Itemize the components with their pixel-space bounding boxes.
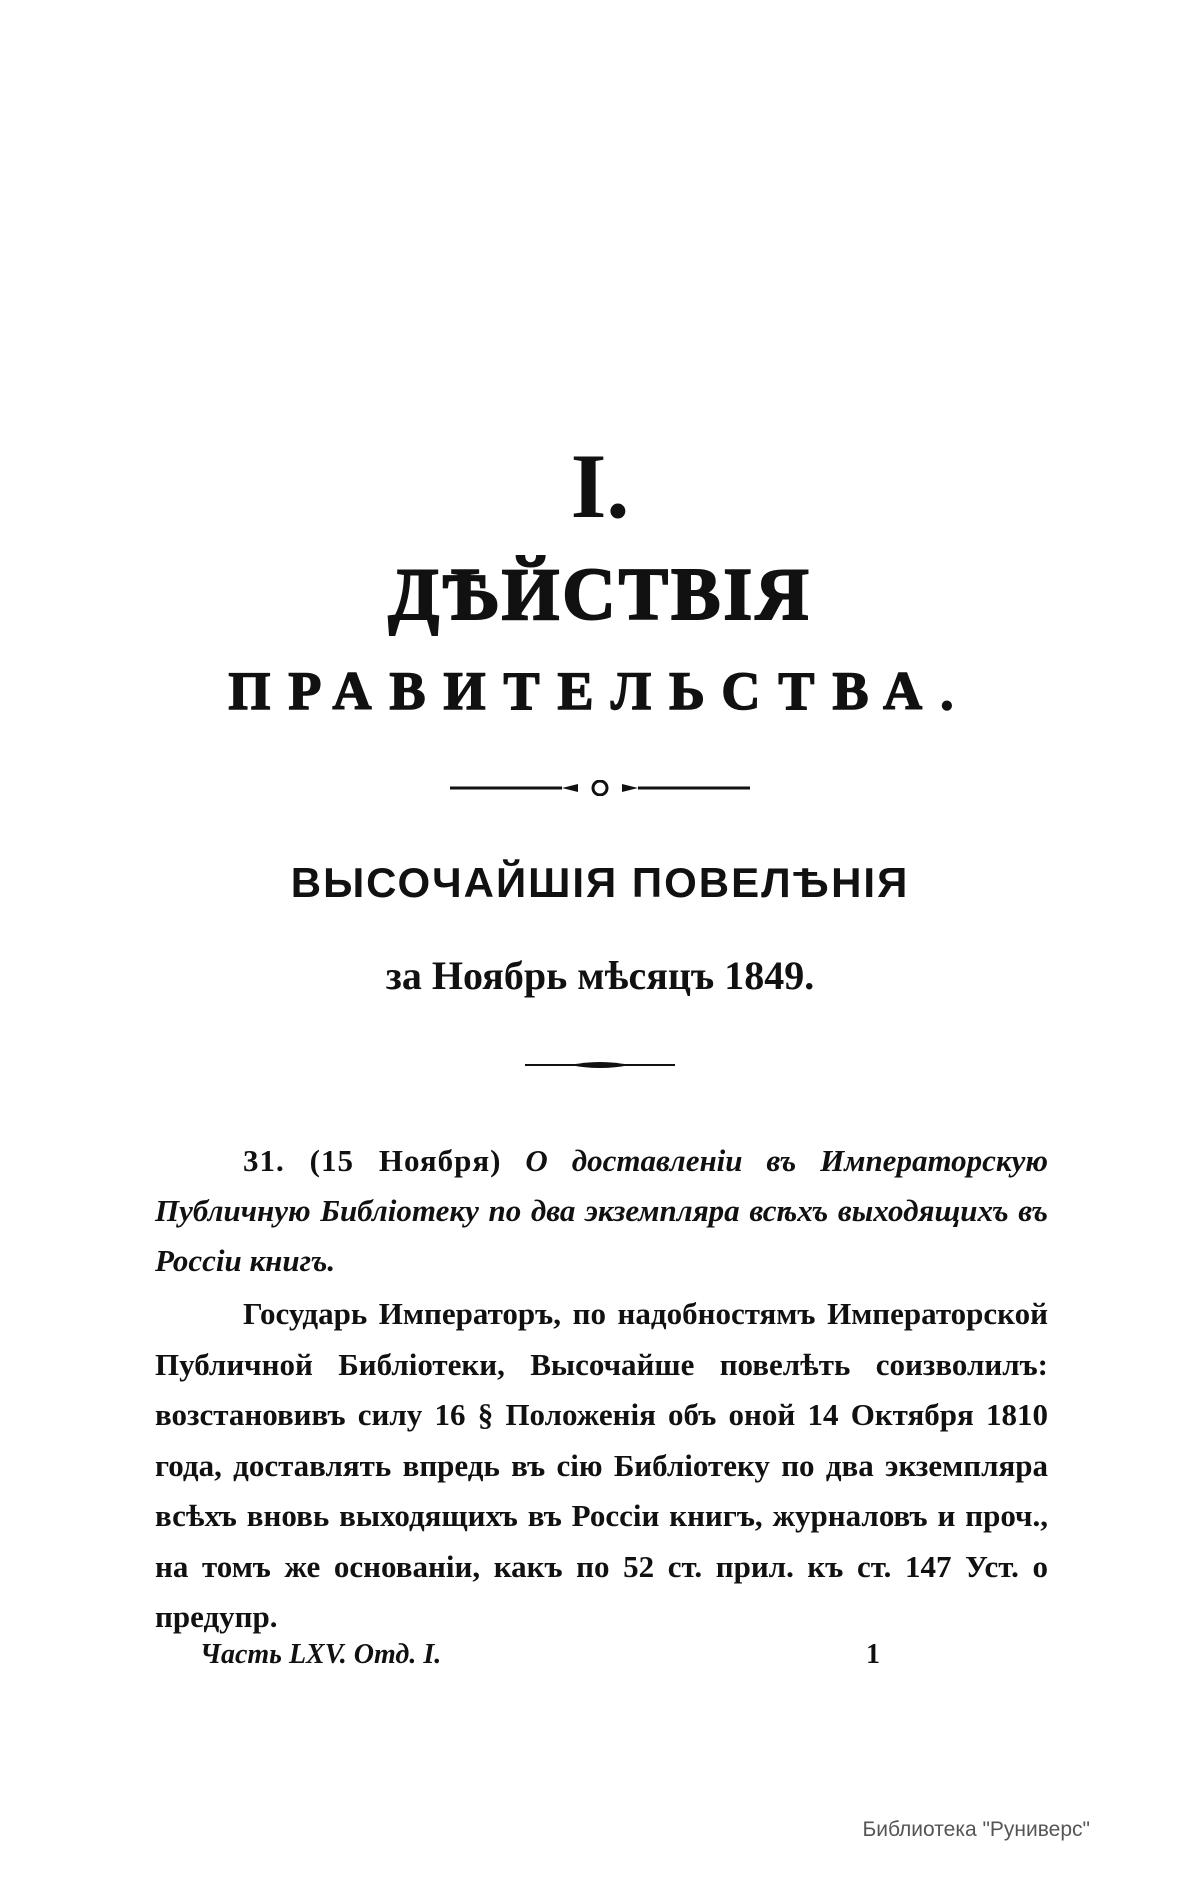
page-footer [0, 1635, 1200, 1675]
library-watermark: Библиотека "Руниверс" [862, 1818, 1090, 1841]
ornament-divider-small [0, 1059, 1200, 1071]
decree-body: Государь Императоръ, по надобностямъ Императорской Публичной Библіотеки, Высочайше повелѣть соизволилъ: возстановивъ силу 16 § Положенія объ оной 14 Октября 1810 года, доставлять впредь въ сію Библіотеку по два экземпляра всѣхъ вновь выходящихъ въ Россіи книгъ, журналовъ и проч., на томъ же основаніи, какъ по 52 ст. прил. къ ст. 147 Уст. о предупр. [155, 1296, 1048, 1634]
section-subtitle: ПРАВИТЕЛЬСТВА. [228, 661, 972, 721]
page-number: 1 [866, 1639, 880, 1670]
decree-number: 31. (15 Ноября) [243, 1143, 502, 1178]
decrees-heading: ВЫСОЧАЙШІЯ ПОВЕЛѢНІЯ [290, 859, 910, 906]
section-title: ДѢЙСТВІЯ [388, 554, 812, 636]
small-rule-icon [525, 1059, 675, 1071]
decree-subject: О доставленіи въ Императорскую Публичную Библіотеку по два экземпляра всѣхъ выходящихъ въ Россіи книгъ. [155, 1143, 1049, 1278]
decree-heading [155, 1136, 1048, 1286]
ornament-rule-icon [450, 780, 750, 796]
ornament-divider-top [0, 780, 1200, 796]
month-line: за Ноябрь мѣсяцъ 1849. [385, 953, 815, 998]
section-number: I. [570, 435, 630, 537]
part-label: Часть LXV. Отд. I. [200, 1639, 442, 1670]
